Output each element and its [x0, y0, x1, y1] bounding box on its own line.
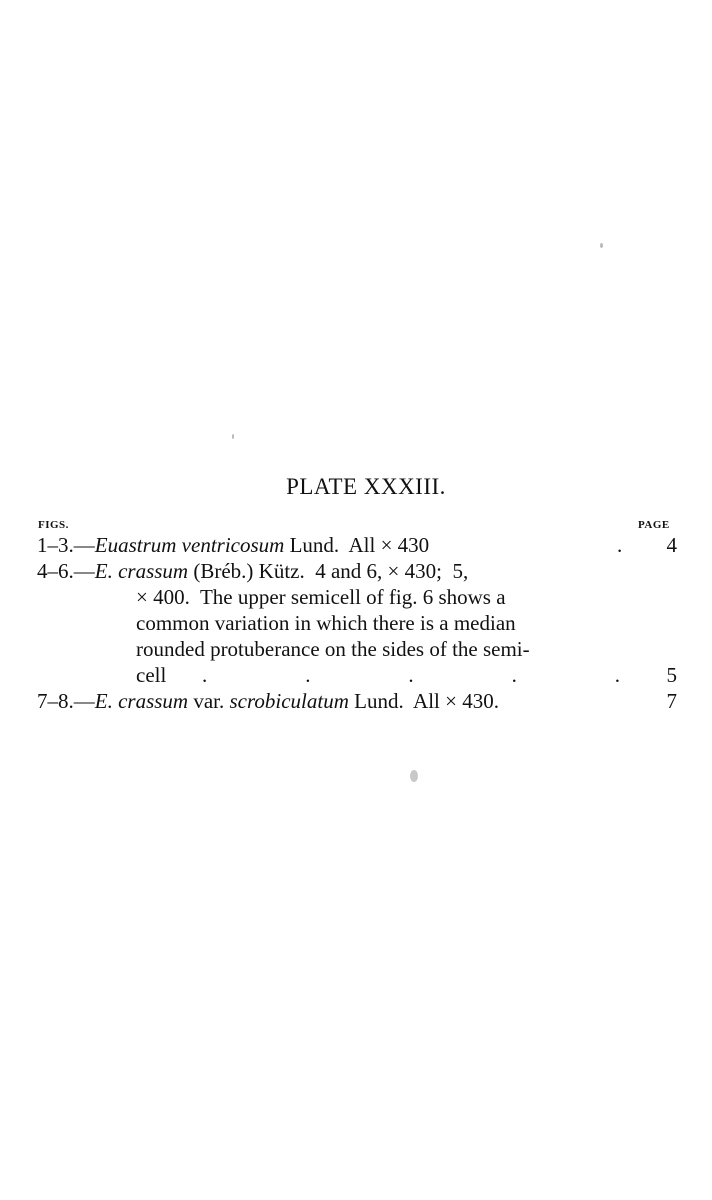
entry-text: Lund. All × 430 [284, 533, 430, 557]
entry-text: Lund. All × 430 [348, 689, 494, 713]
scan-speck [410, 770, 418, 782]
leader-dots: . [493, 689, 499, 713]
figure-numbers: 7–8. [37, 689, 74, 713]
figure-list [37, 532, 682, 714]
figure-entry [37, 558, 682, 688]
page-number: 5 [666, 663, 677, 687]
entry-line [37, 558, 682, 584]
species-name: Euastrum ventricosum [94, 533, 285, 557]
page-column-heading: PAGE [638, 519, 670, 531]
entry-line [37, 662, 682, 688]
entry-line [37, 532, 682, 558]
leader-dots: . . . . . [202, 663, 620, 687]
dash: — [73, 533, 95, 557]
page-number: 7 [666, 689, 677, 713]
page-number: 4 [666, 533, 677, 557]
figure-numbers: 1–3. [37, 533, 74, 557]
variety-name: scrobiculatum [229, 689, 349, 713]
dash: — [73, 559, 95, 583]
figure-entry [37, 688, 682, 714]
entry-text: (Bréb.) Kütz. 4 and 6, × 430; 5, [188, 559, 469, 583]
leader-dots: . [617, 533, 623, 557]
figs-column-heading: FIGS. [38, 519, 69, 531]
figure-numbers: 4–6. [37, 559, 74, 583]
scan-speck [232, 434, 234, 439]
figure-entry [37, 532, 682, 558]
species-name: E. crassum [94, 689, 189, 713]
plate-title: PLATE XXXIII. [286, 474, 446, 499]
entry-continuation-line: common variation in which there is a median [136, 611, 516, 635]
dash: — [73, 689, 95, 713]
entry-line [37, 688, 682, 714]
species-name: E. crassum [94, 559, 189, 583]
entry-continuation-line: × 400. The upper semicell of fig. 6 shows a [136, 585, 506, 609]
scan-speck [600, 243, 603, 248]
entry-text: var. [188, 689, 230, 713]
entry-continuation-line: rounded protuberance on the sides of the semi- [136, 637, 530, 661]
entry-continuation-line: cell [136, 663, 167, 687]
